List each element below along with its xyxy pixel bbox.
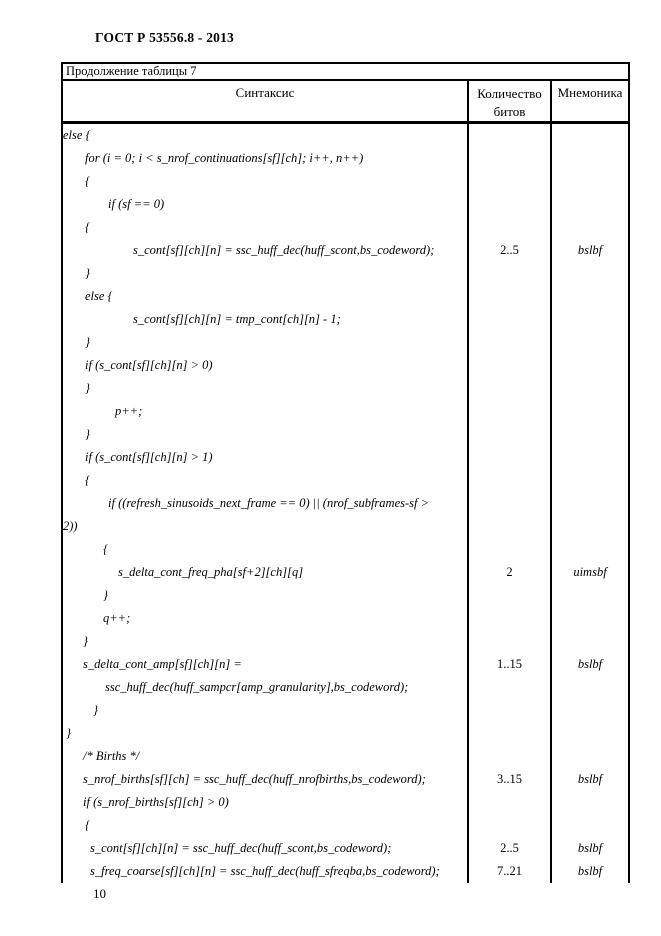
mnemonic-cell — [550, 814, 628, 837]
bits-cell: 1..15 — [467, 653, 550, 676]
table-row — [63, 193, 628, 216]
bits-cell — [467, 423, 550, 446]
bits-cell — [467, 400, 550, 423]
bits-cell — [467, 607, 550, 630]
bits-cell — [467, 745, 550, 768]
bits-cell — [467, 814, 550, 837]
syntax-cell: s_cont[sf][ch][n] = ssc_huff_dec(huff_scont,bs_codeword); — [90, 841, 392, 855]
mnemonic-cell — [550, 515, 628, 538]
syntax-cell: if (s_cont[sf][ch][n] > 1) — [85, 450, 213, 464]
table-row — [63, 837, 628, 860]
table-row — [63, 653, 628, 676]
bits-cell — [467, 124, 550, 147]
syntax-cell: } — [85, 266, 90, 280]
bits-cell — [467, 492, 550, 515]
mnemonic-cell — [550, 147, 628, 170]
table-row — [63, 492, 628, 515]
mnemonic-cell: bslbf — [550, 860, 628, 883]
syntax-cell: s_nrof_births[sf][ch] = ssc_huff_dec(huff_nrofbirths,bs_codeword); — [83, 772, 426, 786]
table-row — [63, 446, 628, 469]
syntax-cell: } — [103, 588, 108, 602]
mnemonic-cell: bslbf — [550, 837, 628, 860]
syntax-cell: { — [85, 220, 90, 234]
bits-cell — [467, 331, 550, 354]
bits-cell — [467, 722, 550, 745]
syntax-cell: else { — [63, 128, 91, 142]
table-row — [63, 400, 628, 423]
bits-cell: 3..15 — [467, 768, 550, 791]
syntax-cell: if (s_cont[sf][ch][n] > 0) — [85, 358, 213, 372]
bits-cell — [467, 285, 550, 308]
table-header-row — [63, 81, 628, 124]
bits-cell: 2..5 — [467, 239, 550, 262]
syntax-cell: { — [85, 174, 90, 188]
column-header-bits — [467, 81, 550, 121]
column-header-syntax: Синтаксис — [235, 85, 295, 100]
mnemonic-cell — [550, 630, 628, 653]
syntax-cell: if (sf == 0) — [108, 197, 165, 211]
mnemonic-cell — [550, 285, 628, 308]
syntax-cell: else { — [85, 289, 113, 303]
syntax-cell: s_delta_cont_freq_pha[sf+2][ch][q] — [118, 565, 304, 579]
table-row — [63, 239, 628, 262]
column-header-bits-line1: Количество — [477, 86, 542, 101]
table-row — [63, 354, 628, 377]
bits-cell: 2..5 — [467, 837, 550, 860]
mnemonic-cell — [550, 469, 628, 492]
table-row — [63, 216, 628, 239]
bits-cell — [467, 354, 550, 377]
mnemonic-cell — [550, 538, 628, 561]
syntax-cell: { — [103, 542, 108, 556]
syntax-cell: } — [66, 726, 71, 740]
table-row — [63, 515, 628, 538]
syntax-cell: p++; — [115, 404, 143, 418]
syntax-cell: s_cont[sf][ch][n] = tmp_cont[ch][n] - 1; — [133, 312, 341, 326]
table-row — [63, 676, 628, 699]
syntax-cell: } — [85, 427, 90, 441]
mnemonic-cell — [550, 262, 628, 285]
mnemonic-cell: uimsbf — [550, 561, 628, 584]
mnemonic-cell — [550, 400, 628, 423]
bits-cell — [467, 699, 550, 722]
table-row — [63, 469, 628, 492]
bits-cell — [467, 262, 550, 285]
table-row — [63, 170, 628, 193]
table-row — [63, 561, 628, 584]
mnemonic-cell — [550, 446, 628, 469]
table-caption: Продолжение таблицы 7 — [63, 64, 628, 81]
syntax-cell: if (s_nrof_births[sf][ch] > 0) — [83, 795, 229, 809]
table-row — [63, 630, 628, 653]
bits-cell — [467, 193, 550, 216]
syntax-cell: } — [85, 381, 90, 395]
syntax-cell: } — [83, 634, 88, 648]
table-row — [63, 791, 628, 814]
mnemonic-cell: bslbf — [550, 768, 628, 791]
bits-cell — [467, 538, 550, 561]
bits-cell — [467, 630, 550, 653]
bits-cell: 2 — [467, 561, 550, 584]
table-row — [63, 722, 628, 745]
table-row — [63, 147, 628, 170]
syntax-cell: } — [85, 335, 90, 349]
mnemonic-cell — [550, 193, 628, 216]
table-row — [63, 262, 628, 285]
mnemonic-cell — [550, 377, 628, 400]
syntax-cell: q++; — [103, 611, 131, 625]
mnemonic-cell: bslbf — [550, 239, 628, 262]
syntax-cell: ssc_huff_dec(huff_sampcr[amp_granularity],bs_codeword); — [105, 680, 409, 694]
syntax-cell: s_freq_coarse[sf][ch][n] = ssc_huff_dec(huff_sfreqba,bs_codeword); — [90, 864, 440, 878]
syntax-cell: 2)) — [63, 519, 78, 533]
table-row — [63, 584, 628, 607]
syntax-cell: } — [93, 703, 98, 717]
bits-cell: 7..21 — [467, 860, 550, 883]
syntax-table — [61, 62, 630, 883]
table-row — [63, 331, 628, 354]
table-row — [63, 814, 628, 837]
mnemonic-cell — [550, 699, 628, 722]
table-row — [63, 745, 628, 768]
mnemonic-cell — [550, 745, 628, 768]
table-body — [63, 124, 628, 883]
mnemonic-cell — [550, 722, 628, 745]
bits-cell — [467, 791, 550, 814]
mnemonic-cell — [550, 308, 628, 331]
table-row — [63, 860, 628, 883]
bits-cell — [467, 147, 550, 170]
mnemonic-cell — [550, 216, 628, 239]
page-number: 10 — [93, 886, 106, 901]
document-title: ГОСТ Р 53556.8 - 2013 — [95, 30, 234, 45]
syntax-cell: /* Births */ — [83, 749, 140, 763]
mnemonic-cell — [550, 170, 628, 193]
bits-cell — [467, 308, 550, 331]
mnemonic-cell — [550, 492, 628, 515]
syntax-cell: { — [85, 818, 90, 832]
mnemonic-cell — [550, 676, 628, 699]
syntax-cell: s_cont[sf][ch][n] = ssc_huff_dec(huff_scont,bs_codeword); — [133, 243, 435, 257]
bits-cell — [467, 446, 550, 469]
bits-cell — [467, 170, 550, 193]
table-row — [63, 308, 628, 331]
table-row — [63, 768, 628, 791]
column-header-mnemonic: Мнемоника — [550, 81, 628, 121]
mnemonic-cell — [550, 331, 628, 354]
table-row — [63, 699, 628, 722]
syntax-cell: for (i = 0; i < s_nrof_continuations[sf][ch]; i++, n++) — [85, 151, 364, 165]
bits-cell — [467, 216, 550, 239]
mnemonic-cell — [550, 791, 628, 814]
mnemonic-cell: bslbf — [550, 653, 628, 676]
bits-cell — [467, 377, 550, 400]
table-row — [63, 607, 628, 630]
table-row — [63, 124, 628, 147]
table-row — [63, 285, 628, 308]
mnemonic-cell — [550, 584, 628, 607]
mnemonic-cell — [550, 354, 628, 377]
mnemonic-cell — [550, 124, 628, 147]
syntax-cell: s_delta_cont_amp[sf][ch][n] = — [83, 657, 242, 671]
bits-cell — [467, 584, 550, 607]
column-header-bits-line2: битов — [493, 104, 526, 119]
table-row — [63, 377, 628, 400]
syntax-cell: { — [85, 473, 90, 487]
table-row — [63, 423, 628, 446]
bits-cell — [467, 676, 550, 699]
mnemonic-cell — [550, 607, 628, 630]
mnemonic-cell — [550, 423, 628, 446]
bits-cell — [467, 469, 550, 492]
syntax-cell: if ((refresh_sinusoids_next_frame == 0) || (nrof_subframes-sf > — [108, 496, 430, 510]
table-row — [63, 538, 628, 561]
bits-cell — [467, 515, 550, 538]
